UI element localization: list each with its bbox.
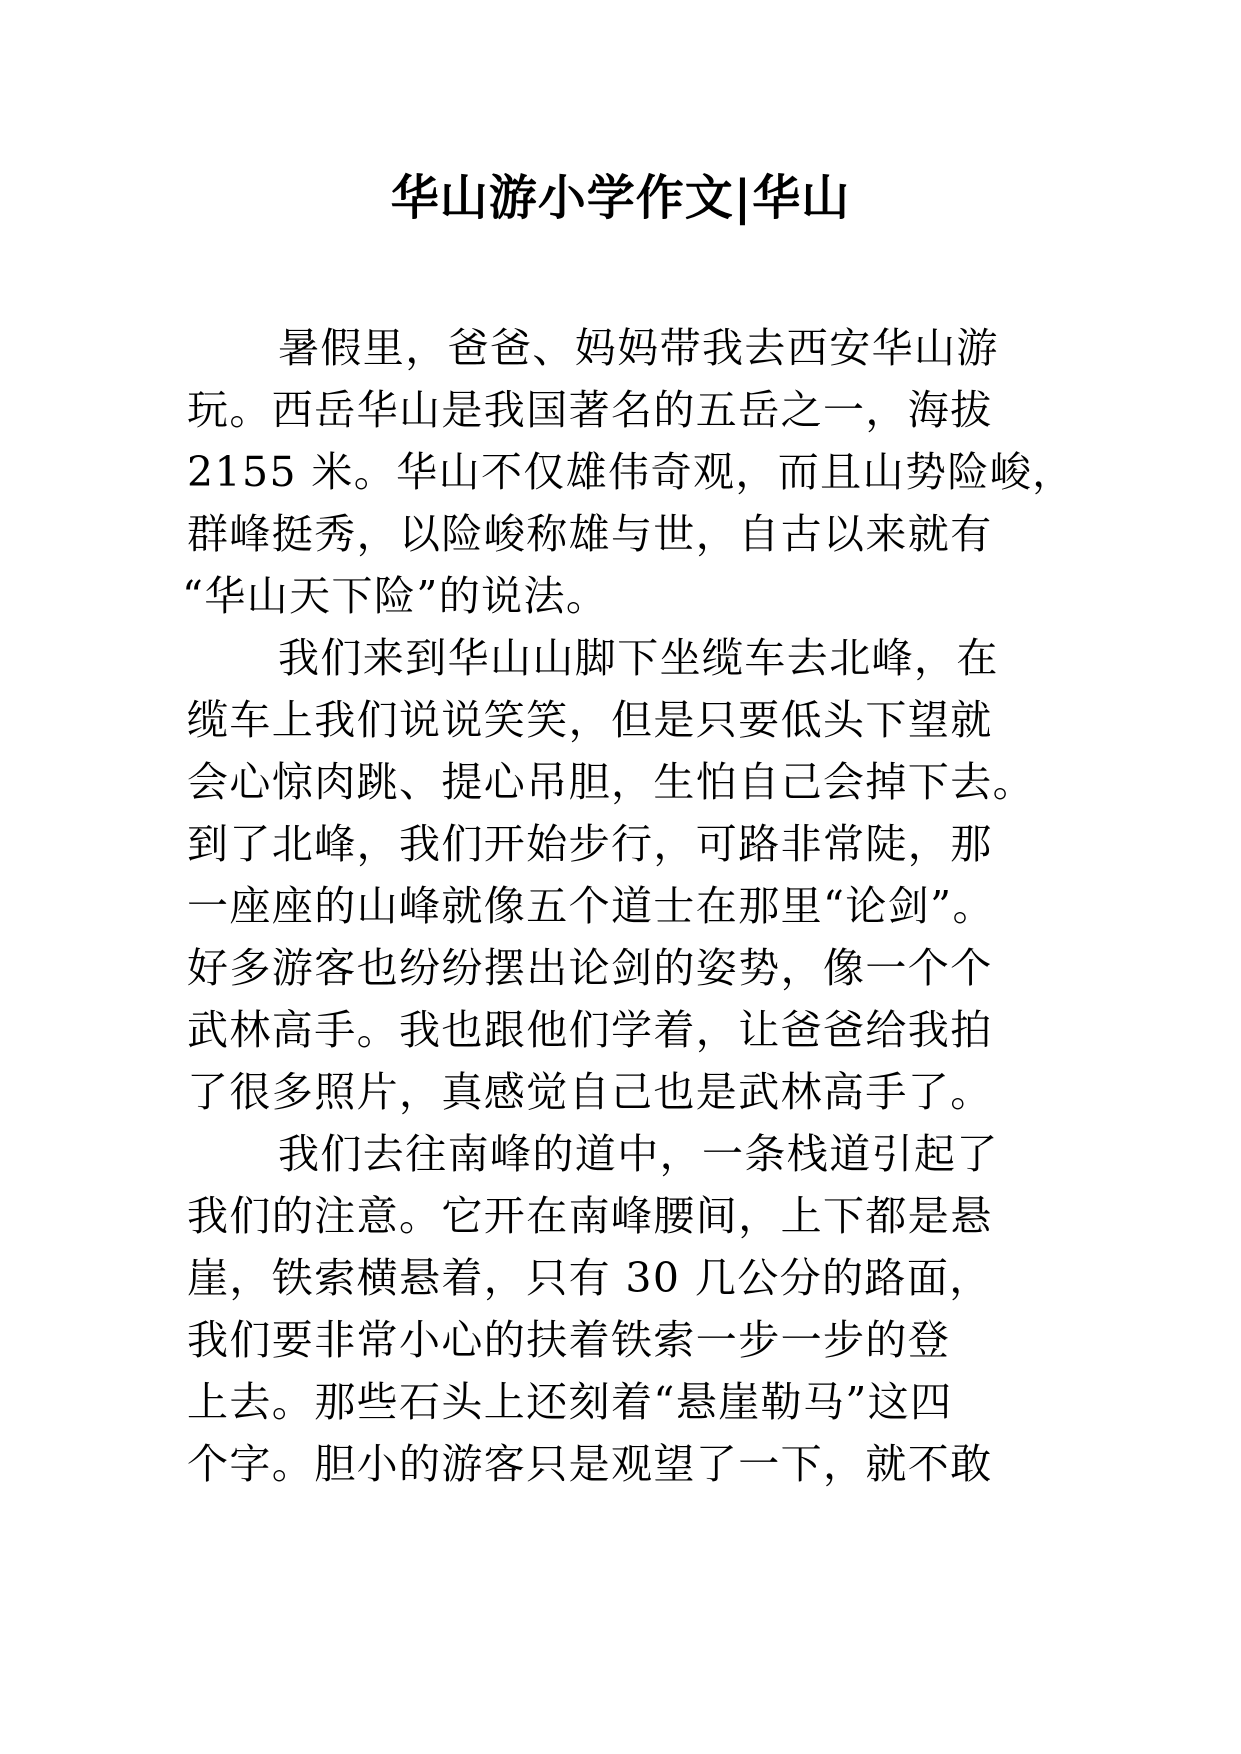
document-title: 华山游小学作文|华山: [390, 170, 851, 226]
text-line: 上去。那些石头上还刻着“悬崖勒马”这四: [187, 1378, 953, 1426]
text-line: 崖，铁索横悬着，只有 30 几公分的路面，: [187, 1254, 992, 1302]
text-line: 我们的注意。它开在南峰腰间，上下都是悬: [187, 1192, 993, 1240]
text-line: 我们去往南峰的道中，一条栈道引起了: [278, 1130, 999, 1178]
text-line: 我们来到华山山脚下坐缆车去北峰，在: [278, 634, 999, 682]
text-line: “华山天下险”的说法。: [182, 572, 609, 620]
text-line: 好多游客也纷纷摆出论剑的姿势，像一个个: [187, 944, 993, 992]
text-line: 我们要非常小心的扶着铁索一步一步的登: [187, 1316, 951, 1364]
text-line: 武林高手。我也跟他们学着，让爸爸给我拍: [187, 1006, 993, 1054]
text-line: 缆车上我们说说笑笑，但是只要低头下望就: [187, 696, 993, 744]
text-line: 玩。西岳华山是我国著名的五岳之一，海拔: [187, 386, 993, 434]
text-line: 了很多照片，真感觉自己也是武林高手了。: [187, 1068, 993, 1116]
text-line: 群峰挺秀，以险峻称雄与世，自古以来就有: [187, 510, 993, 558]
text-line: 2155 米。华山不仅雄伟奇观，而且山势险峻，: [187, 448, 1075, 496]
text-line: 个字。胆小的游客只是观望了一下，就不敢: [187, 1440, 993, 1488]
text-line: 会心惊肉跳、提心吊胆，生怕自己会掉下去。: [187, 758, 1035, 806]
text-line: 到了北峰，我们开始步行，可路非常陡，那: [187, 820, 993, 868]
text-line: 暑假里，爸爸、妈妈带我去西安华山游: [278, 324, 999, 372]
text-line: 一座座的山峰就像五个道士在那里“论剑”。: [187, 882, 995, 930]
